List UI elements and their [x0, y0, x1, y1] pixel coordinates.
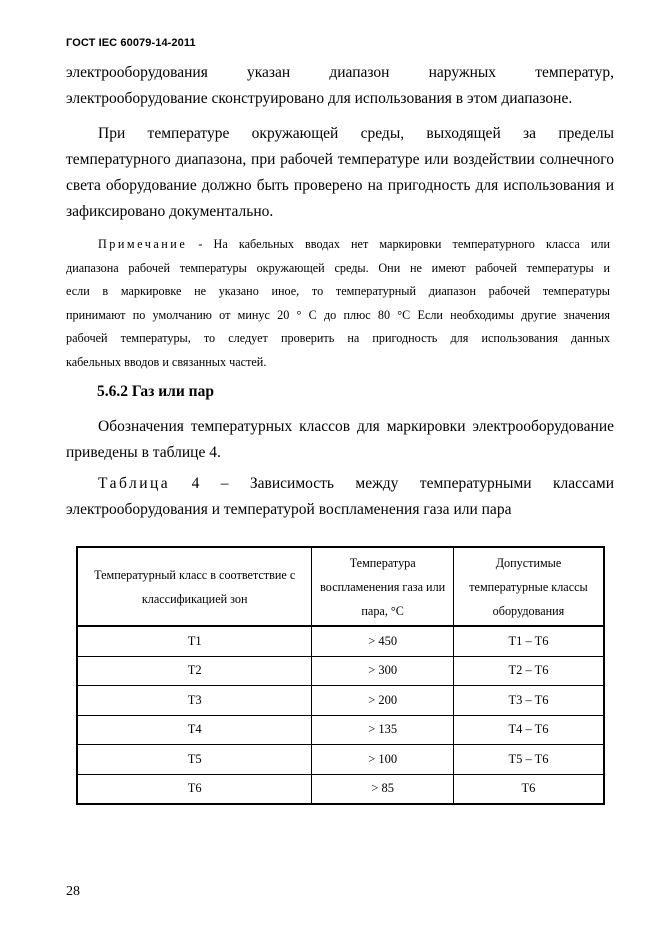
note-line: кабельных вводов и связанных частей. — [66, 355, 267, 369]
column-header: Температура воспламенения газа или пара, °С — [312, 547, 454, 626]
table-cell: T3 — [77, 686, 312, 716]
table-cell: > 135 — [312, 715, 454, 745]
paragraph-line: Обозначения температурных классов для маркировки электрооборудование — [98, 418, 614, 435]
paragraph-line: приведены в таблице 4. — [66, 444, 221, 461]
document-code-header: ГОСТ IEC 60079-14-2011 — [66, 37, 196, 49]
table-caption-dash: – — [220, 475, 229, 492]
table-cell: > 100 — [312, 745, 454, 775]
section-heading: 5.6.2 Газ или пар — [97, 383, 214, 400]
table-cell: T6 — [453, 774, 604, 804]
table-caption-label: Таблица — [98, 475, 171, 492]
page-number: 28 — [66, 884, 80, 899]
note-label: Примечание — [98, 237, 188, 251]
table-header-row — [77, 547, 604, 626]
paragraph-line: электрооборудование сконструировано для использования в этом диапазоне. — [66, 90, 573, 107]
note-line: диапазона рабочей температуры окружающей среды. Они не имеют рабочей температуры и — [66, 261, 610, 275]
table-cell: T1 — [77, 626, 312, 656]
table-cell: T4 — [77, 715, 312, 745]
table-cell: T2 – T6 — [453, 656, 604, 686]
table-cell: T2 — [77, 656, 312, 686]
note-text: На кабельных вводах нет маркировки температурного класса или — [213, 237, 610, 251]
paragraph-line: электрооборудования указан диапазон наружных температур, — [66, 64, 614, 81]
paragraph-line: зафиксировано документально. — [66, 203, 274, 220]
table-cell: T5 – T6 — [453, 745, 604, 775]
table-cell: T4 – T6 — [453, 715, 604, 745]
note-dash: - — [198, 237, 203, 251]
table-row — [77, 715, 604, 745]
table-cell: > 85 — [312, 774, 454, 804]
table-caption-title: Зависимость между температурными классами — [249, 475, 615, 492]
table-cell: > 200 — [312, 686, 454, 716]
table-row — [77, 656, 604, 686]
table-row — [77, 626, 604, 656]
paragraph-line: температурного диапазона, при рабочей температуре или воздействии солнечного — [66, 151, 614, 168]
table-row — [77, 774, 604, 804]
table-row — [77, 686, 604, 716]
table-cell: > 300 — [312, 656, 454, 686]
paragraph-line: света оборудование должно быть проверено на пригодность для использования и — [66, 177, 614, 194]
paragraph-line: При температуре окружающей среды, выходящей за пределы — [98, 125, 614, 142]
table-caption-line: электрооборудования и температурой воспламенения газа или пара — [66, 501, 512, 518]
table-caption-line — [98, 471, 614, 497]
note-line: принимают по умолчанию от минус 20 ° С до плюс 80 °С Если необходимы другие значения — [66, 308, 610, 322]
note-line — [98, 233, 610, 257]
column-header: Допустимые температурные классы оборудования — [453, 547, 604, 626]
note-line: если в маркировке не указано иное, то температурный диапазон рабочей температуры — [66, 284, 610, 298]
table-cell: T3 – T6 — [453, 686, 604, 716]
table-cell: > 450 — [312, 626, 454, 656]
table-cell: T6 — [77, 774, 312, 804]
table-caption-number: 4 — [191, 475, 200, 492]
note-line: рабочей температуры, то следует проверить на пригодность для использования данных — [66, 331, 610, 345]
table-cell: T5 — [77, 745, 312, 775]
temperature-class-table — [76, 546, 605, 805]
column-header: Температурный класс в соответствие с классификацией зон — [77, 547, 312, 626]
table-row — [77, 745, 604, 775]
table-cell: T1 – T6 — [453, 626, 604, 656]
